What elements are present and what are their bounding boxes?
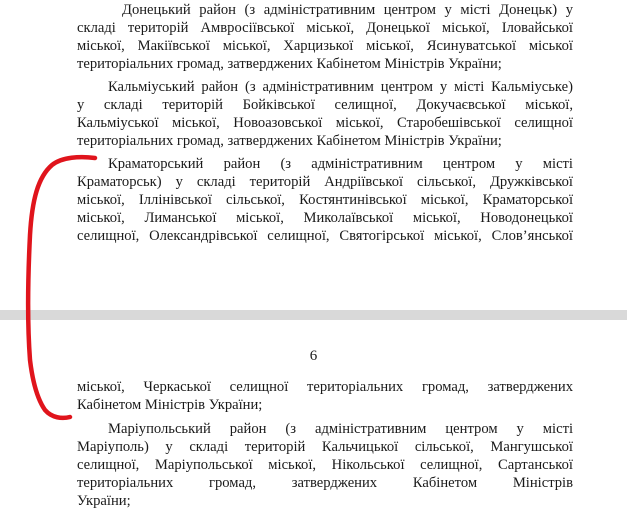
paragraph-kramatorsk-district xyxy=(77,156,573,245)
text-line: селищної, Олександрівської селищної, Святогірської міської, Слов’янської xyxy=(77,227,573,244)
text-line: Кабінетом Міністрів України; xyxy=(77,396,263,413)
text-line: складі територій Амвросіївської міської, Донецької міської, Іловайської xyxy=(77,19,573,36)
text-line: України; xyxy=(77,492,131,509)
text-line: територіальних громад, затверджених Кабінетом Міністрів України; xyxy=(77,55,502,72)
text-line: міської, Лиманської міської, Миколаївської міської, Новодонецької xyxy=(77,209,573,226)
text-line: Краматорський район (з адміністративним центром у місті xyxy=(108,156,573,172)
text-line: міської, Іллінівської сільської, Костянтинівської міської, Краматорської xyxy=(77,191,573,208)
paragraph-donetsk-district xyxy=(77,2,573,74)
text-line: селищної, Маріупольської міської, Нікольської селищної, Сартанської xyxy=(77,456,573,473)
text-line: Краматорськ) у складі територій Андріївської сільської, Дружківської xyxy=(77,173,573,190)
text-line: міської, Черкаської селищної територіальних громад, затверджених xyxy=(77,379,573,395)
text-line: Кальміуської міської, Новоазовської міської, Старобешівської селищної xyxy=(77,114,573,131)
page-break xyxy=(0,310,627,320)
text-line: Донецький район (з адміністративним центром у місті Донецьк) у xyxy=(122,2,573,18)
paragraph-kramatorsk-continued xyxy=(77,379,573,415)
text-line: Маріуполь) у складі територій Кальчицької сільської, Мангушської xyxy=(77,438,573,455)
text-line: територіальних громад, затверджених Кабінетом Міністрів xyxy=(77,474,573,491)
page-number: 6 xyxy=(309,348,318,364)
text-line: у складі територій Бойківської селищної, Докучаєвської міської, xyxy=(77,96,573,113)
paragraph-mariupol-district xyxy=(77,421,573,510)
text-line: Кальміуський район (з адміністративним центром у місті Кальміуське) xyxy=(108,79,573,95)
paragraph-kalmiuskyi-district xyxy=(77,79,573,151)
text-line: міської, Макіївської міської, Харцизької міської, Ясинуватської міської xyxy=(77,37,573,54)
text-line: територіальних громад, затверджених Кабінетом Міністрів України; xyxy=(77,132,502,149)
text-line: Маріупольський район (з адміністративним центром у місті xyxy=(108,421,573,437)
